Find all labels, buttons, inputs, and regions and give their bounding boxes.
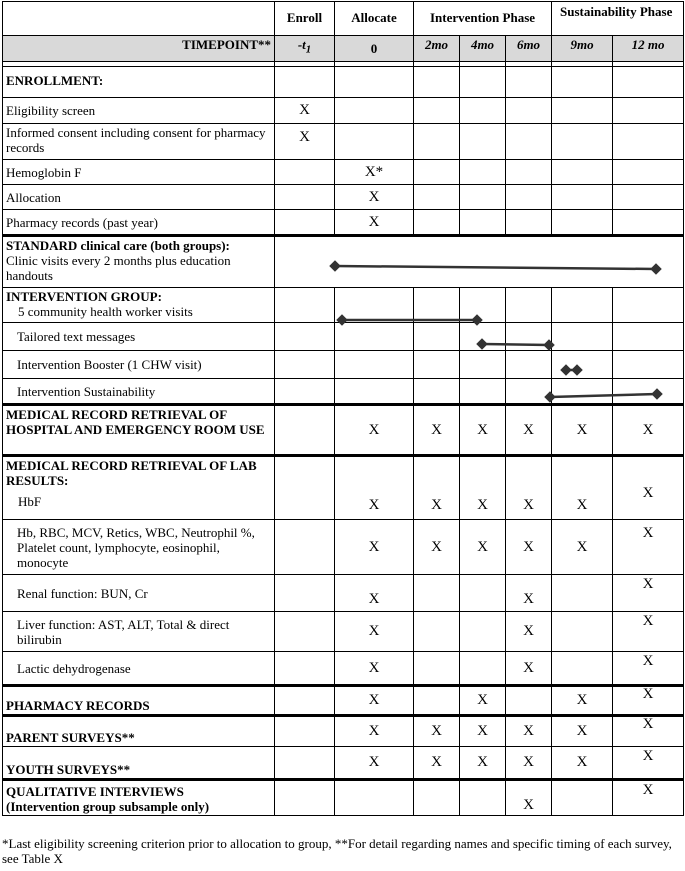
mark-cbc-6mo: X [506,520,552,575]
timepoint-enroll [275,36,335,62]
row-enrollment [3,67,684,98]
row-chw-visits-cell [3,288,275,323]
mark-parent-4mo: X [460,716,506,747]
row-qualitative [3,780,684,816]
mark-mr-hospital-12mo: X [613,405,684,456]
row-ldh-label: Lactic dehydrogenase [3,652,275,686]
row-pharmacy-records [3,686,684,716]
row-text-messages-label: Tailored text messages [3,323,275,351]
header-sustainability-phase: Sustainability Phase [552,2,684,36]
timepoint-label: TIMEPOINT** [3,36,275,62]
mark-parent-0: X [335,716,414,747]
row-ldh [3,652,684,686]
schedule-table [2,1,684,816]
mark-qualitative-6mo: X [506,780,552,816]
mark-renal-0: X [335,575,414,612]
row-youth-surveys [3,747,684,780]
mark-cbc-2mo: X [414,520,460,575]
mark-parent-6mo: X [506,716,552,747]
mark-hbf-6mo: X [506,456,552,520]
mark-youth-9mo: X [552,747,613,780]
row-cbc-label: Hb, RBC, MCV, Retics, WBC, Neutrophil %, Platelet count, lymphocyte, eosinophil, monocyte [3,520,275,575]
timepoint-allocate: 0 [335,36,414,62]
timepoint-enroll-sub: 1 [305,43,312,56]
mark-renal-12mo: X [613,575,684,612]
mark-pharmacy-past-allocate: X [335,210,414,236]
row-mr-lab-title: MEDICAL RECORD RETRIEVAL OF LAB RESULTS: [6,458,257,488]
row-mr-hospital [3,405,684,456]
row-renal-label: Renal function: BUN, Cr [3,575,275,612]
row-standard-care-title: STANDARD clinical care (both groups): [6,238,230,253]
row-allocation [3,185,684,210]
row-hbf-label: HbF [18,494,42,509]
mark-liver-12mo: X [613,612,684,652]
standard-care-span [335,236,684,288]
mark-cbc-4mo: X [460,520,506,575]
mark-allocation-allocate: X [335,185,414,210]
mark-mr-hospital-9mo: X [552,405,613,456]
row-standard-care [3,236,684,288]
mark-mr-hospital-4mo: X [460,405,506,456]
mark-cbc-0: X [335,520,414,575]
timepoint-6mo: 6mo [506,36,552,62]
row-text-messages [3,323,684,351]
row-eligibility [3,98,684,124]
mark-liver-0: X [335,612,414,652]
mark-parent-12mo: X [613,716,684,747]
row-consent [3,124,684,160]
row-chw-visits [3,288,684,323]
row-enrollment-label: ENROLLMENT: [3,67,275,98]
timepoint-4mo: 4mo [460,36,506,62]
row-consent-label: Informed consent including consent for pharmacy records [3,124,275,160]
row-pharmacy-records-label: PHARMACY RECORDS [3,686,275,716]
row-pharmacy-past-label: Pharmacy records (past year) [3,210,275,236]
row-intervention-group-title: INTERVENTION GROUP: [6,289,162,304]
row-booster-label: Intervention Booster (1 CHW visit) [3,351,275,379]
mark-qualitative-12mo: X [613,780,684,816]
row-liver-label: Liver function: AST, ALT, Total & direct bilirubin [3,612,275,652]
mark-ldh-6mo: X [506,652,552,686]
mark-youth-6mo: X [506,747,552,780]
row-parent-surveys [3,716,684,747]
mark-cbc-12mo: X [613,520,684,575]
footnote: *Last eligibility screening criterion prior to allocation to group, **For detail regarding names and specific timing of each survey, see Table X [2,836,672,866]
mark-eligibility-enroll: X [275,98,335,124]
timepoint-row [3,36,684,62]
mark-hbf-9mo: X [552,456,613,520]
mark-hbf-12mo: X [613,456,684,520]
mark-youth-0: X [335,747,414,780]
row-cbc [3,520,684,575]
timepoint-2mo: 2mo [414,36,460,62]
mark-ldh-0: X [335,652,414,686]
header-empty-cell [3,2,275,36]
mark-parent-2mo: X [414,716,460,747]
mark-mr-hospital-0: X [335,405,414,456]
mark-liver-6mo: X [506,612,552,652]
mark-ldh-12mo: X [613,652,684,686]
mark-youth-2mo: X [414,747,460,780]
row-youth-surveys-label: YOUTH SURVEYS** [3,747,275,780]
row-sustainability-label: Intervention Sustainability [3,379,275,405]
mark-pharmacy-12mo: X [613,686,684,716]
row-hbf-screen [3,160,684,185]
row-hbf-cell [3,456,275,520]
mark-pharmacy-9mo: X [552,686,613,716]
mark-renal-6mo: X [506,575,552,612]
header-allocate: Allocate [335,2,414,36]
timepoint-9mo: 9mo [552,36,613,62]
mark-hbf-screen-allocate: X* [335,160,414,185]
phase-header-row [3,2,684,36]
row-parent-surveys-label: PARENT SURVEYS** [3,716,275,747]
mark-hbf-2mo: X [414,456,460,520]
mark-pharmacy-4mo: X [460,686,506,716]
row-renal [3,575,684,612]
mark-mr-hospital-6mo: X [506,405,552,456]
row-pharmacy-past [3,210,684,236]
row-mr-hospital-label: MEDICAL RECORD RETRIEVAL OF HOSPITAL AND EMERGENCY ROOM USE [3,405,275,456]
header-intervention-phase: Intervention Phase [414,2,552,36]
mark-cbc-9mo: X [552,520,613,575]
row-eligibility-label: Eligibility screen [3,98,275,124]
mark-hbf-4mo: X [460,456,506,520]
row-hbf-screen-label: Hemoglobin F [3,160,275,185]
row-qualitative-title: QUALITATIVE INTERVIEWS [6,784,184,799]
mark-pharmacy-0: X [335,686,414,716]
row-liver [3,612,684,652]
mark-mr-hospital-2mo: X [414,405,460,456]
timepoint-enroll-main: -t [297,37,306,52]
row-qualitative-sub: (Intervention group subsample only) [6,799,210,814]
row-booster [3,351,684,379]
row-hbf [3,456,684,520]
mark-consent-enroll: X [275,124,335,160]
row-allocation-label: Allocation [3,185,275,210]
row-chw-visits-label: 5 community health worker visits [18,304,193,319]
row-standard-care-cell [3,236,275,288]
mark-youth-4mo: X [460,747,506,780]
header-enroll: Enroll [275,2,335,36]
mark-parent-9mo: X [552,716,613,747]
row-standard-care-desc: Clinic visits every 2 months plus education handouts [6,253,231,283]
row-qualitative-cell [3,780,275,816]
mark-hbf-0: X [335,456,414,520]
mark-youth-12mo: X [613,747,684,780]
row-sustainability [3,379,684,405]
timepoint-12mo: 12 mo [613,36,684,62]
